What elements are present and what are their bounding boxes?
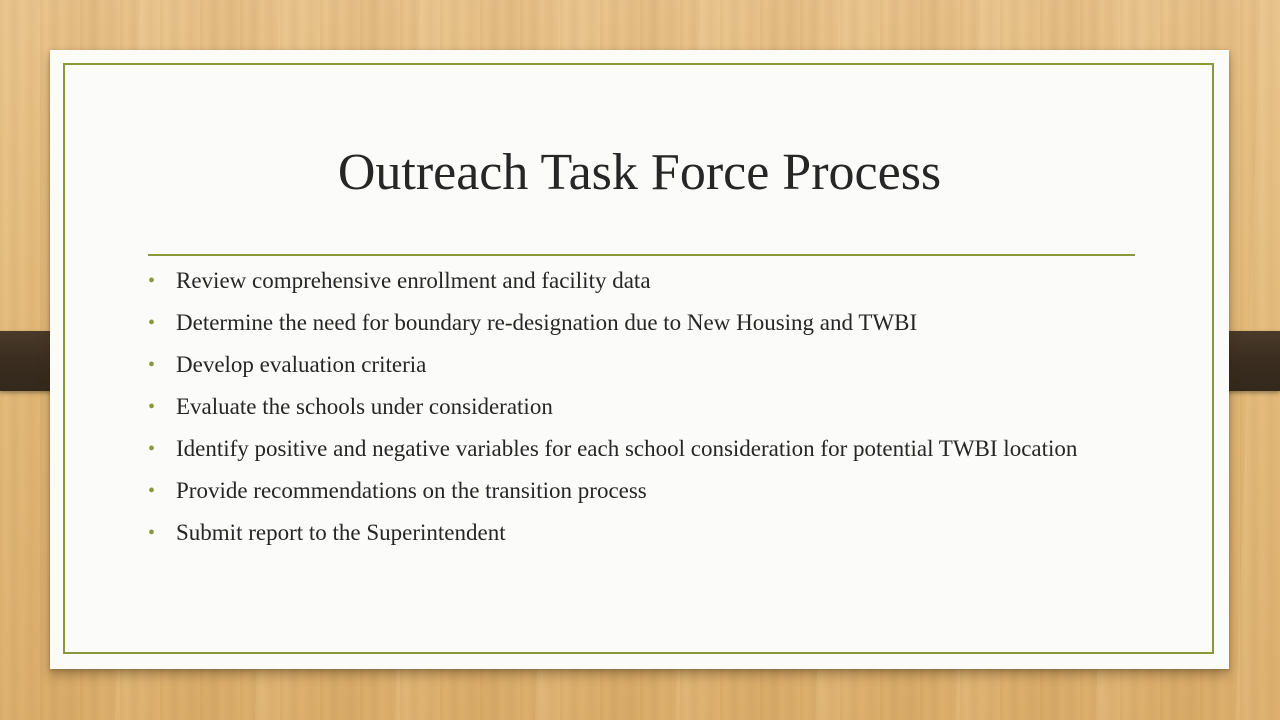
bullet-text: Identify positive and negative variables for each school consideration for potential TWBI location — [176, 436, 1078, 461]
bullet-dot-icon: • — [148, 438, 156, 460]
bullet-dot-icon: • — [148, 312, 156, 334]
bullet-item — [148, 354, 1148, 376]
bullet-text: Evaluate the schools under consideration — [176, 394, 553, 419]
bullet-item — [148, 438, 1148, 460]
slide-title: Outreach Task Force Process — [337, 144, 942, 201]
bullet-list — [148, 270, 1148, 564]
bullet-item — [148, 312, 1148, 334]
bullet-text: Review comprehensive enrollment and facility data — [176, 268, 651, 293]
bullet-dot-icon: • — [148, 480, 156, 502]
bullet-text: Submit report to the Superintendent — [176, 520, 506, 545]
bullet-dot-icon: • — [148, 396, 156, 418]
bullet-dot-icon: • — [148, 522, 156, 544]
bullet-dot-icon: • — [148, 270, 156, 292]
title-divider — [148, 254, 1135, 256]
bullet-item — [148, 396, 1148, 418]
bullet-item — [148, 270, 1148, 292]
bullet-text: Develop evaluation criteria — [176, 352, 427, 377]
bullet-text: Provide recommendations on the transition process — [176, 478, 647, 503]
slide-paper — [50, 50, 1229, 669]
bullet-item — [148, 480, 1148, 502]
bullet-item — [148, 522, 1148, 544]
bullet-text: Determine the need for boundary re-designation due to New Housing and TWBI — [176, 310, 918, 335]
bullet-dot-icon: • — [148, 354, 156, 376]
